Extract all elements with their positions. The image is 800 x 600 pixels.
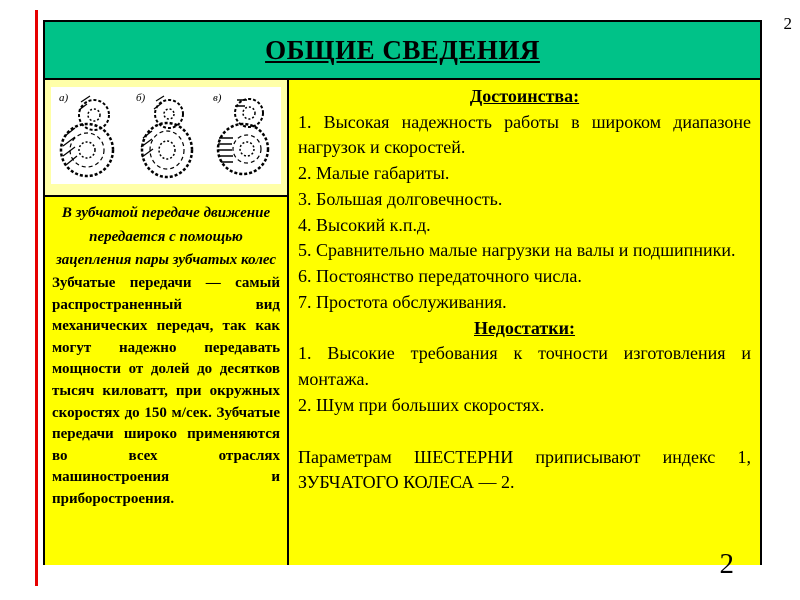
title-bar xyxy=(45,22,760,80)
table-body xyxy=(45,80,760,565)
left-text-cell xyxy=(45,197,287,565)
left-column xyxy=(45,80,289,565)
gear-definition-text: В зубчатой передаче движение передается с помощью зацепления пары зубчатых колес xyxy=(55,205,277,269)
disadvantages-heading: Недостатки: xyxy=(473,317,576,338)
figure-label: б) xyxy=(135,92,146,104)
advantage-item: 4. Высокий к.п.д. xyxy=(298,214,431,235)
gear-figures-image xyxy=(51,87,281,184)
gear-pair-figure-b xyxy=(130,88,202,183)
left-accent-line xyxy=(35,10,38,586)
advantages-heading: Достоинства: xyxy=(469,86,580,106)
advantage-item: 2. Малые габариты. xyxy=(298,163,450,184)
advantage-item: 7. Простота обслуживания. xyxy=(298,291,507,312)
gear-pair-figure-v xyxy=(207,88,279,183)
figure-label: а) xyxy=(59,92,69,104)
advantage-item: 5. Сравнительно малые нагрузки на валы и подшипники. xyxy=(298,240,736,261)
figure-label: в) xyxy=(212,92,222,104)
page-number-bottom: 2 xyxy=(719,548,734,580)
disadvantage-item: 2. Шум при больших скоростях. xyxy=(298,394,545,415)
disadvantage-item: 1. Высокие требования к точности изготовления и монтажа. xyxy=(298,343,751,390)
content-table xyxy=(43,20,762,565)
index-note-text: Параметрам ШЕСТЕРНИ приписывают индекс 1, ЗУБЧАТОГО КОЛЕСА — 2. xyxy=(298,446,751,493)
advantage-item: 1. Высокая надежность работы в широком диапазоне нагрузок и скоростей. xyxy=(298,111,751,158)
figure-cell xyxy=(45,80,287,197)
gear-pair-figure-a xyxy=(53,88,125,183)
gear-description-text: Зубчатые передачи — самый распространенный вид механических передач, так как могут надежно передавать мощности от долей до десятков тысяч киловатт, при окружных скоростях до 150 м/сек. Зубчатые передачи широко применяются во всех отраслях машиностроения и приборостроения. xyxy=(52,275,280,507)
advantage-item: 3. Большая долговечность. xyxy=(298,188,503,209)
right-column xyxy=(289,80,760,565)
advantage-item: 6. Постоянство передаточного числа. xyxy=(298,266,582,287)
page-number-top: 2 xyxy=(783,14,792,33)
page-title: ОБЩИЕ СВЕДЕНИЯ xyxy=(265,34,540,65)
